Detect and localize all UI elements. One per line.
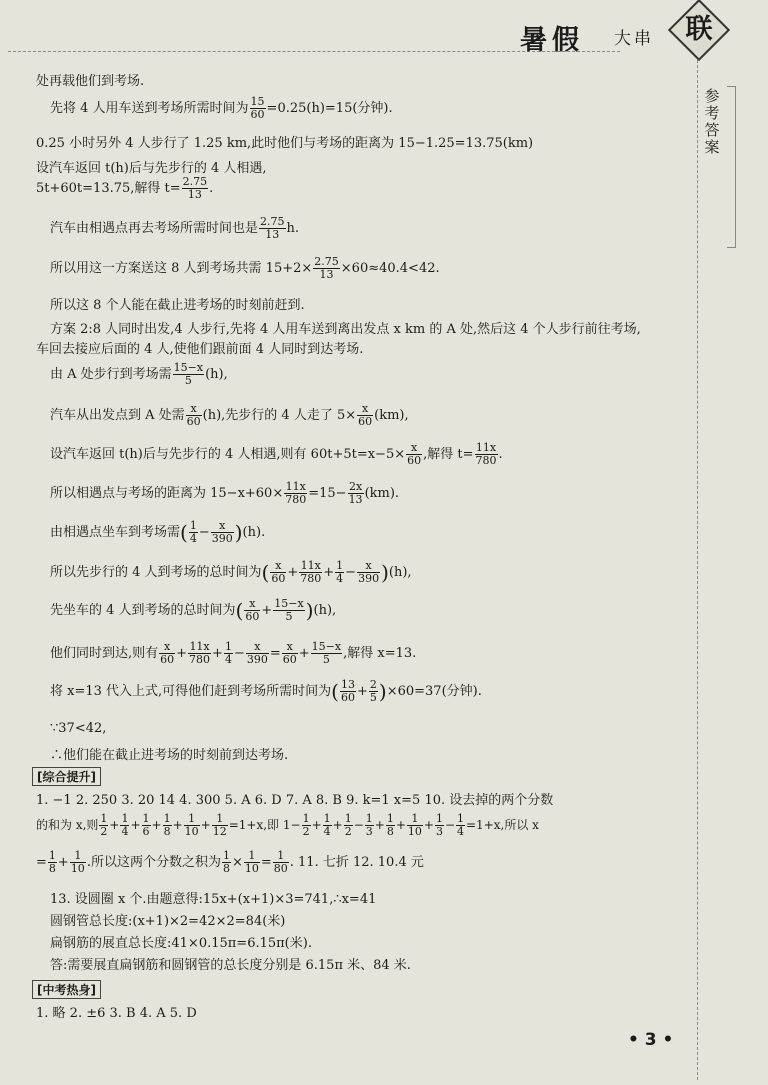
text-line: 所以相遇点与考场的距离为 15−x+60× $\frac{11x}{780}$ =15− $\frac{2x}{13}$ (km). [50, 480, 400, 506]
text-line: 答:需要展直扁钢筋和圆钢管的总长度分别是 6.15π 米、84 米. [50, 958, 411, 973]
text-line: 汽车由相遇点再去考场所需时间也是 $\frac{2.75}{13}$ h. [50, 215, 300, 241]
text-line: 汽车从出发点到 A 处需 $\frac{x}{60}$ (h),先步行的 4 人走了 5× $\frac{x}{60}$ (km), [50, 402, 409, 428]
text-line: 先将 4 人用车送到考场所需时间为 $\frac{15}{60}$ =0.25(h)=15(分钟). [50, 95, 393, 121]
text-line: ∴他们能在截止进考场的时刻前到达考场. [50, 748, 289, 763]
side-label: 参考答案 [704, 87, 720, 156]
text-line: = $\frac{1}{8}$ + $\frac{1}{10}$ .所以这两个分数之积为 $\frac{1}{8}$ × $\frac{1}{10}$ = $\frac{1}{80}$ . 11. 七折 12. 10.4 元 [36, 849, 424, 875]
text-line: ∵37<42, [50, 721, 107, 736]
text-line: 由相遇点坐车到考场需( $\frac{1}{4}$ − $\frac{x}{390}$ )(h). [50, 519, 266, 545]
page-number: • 3 • [628, 1030, 674, 1050]
brand-char: 联 [685, 14, 713, 45]
side-bracket [727, 86, 736, 248]
text-line: 所以用这一方案送这 8 人到考场共需 15+2× $\frac{2.75}{13}$ ×60≈40.4<42. [50, 255, 440, 281]
text-line: 车回去接应后面的 4 人,使他们跟前面 4 人同时到达考场. [36, 342, 364, 357]
text-line: 处再载他们到考场. [36, 74, 145, 89]
text-line: 方案 2:8 人同时出发,4 人步行,先将 4 人用车送到离出发点 x km 的 A 处,然后这 4 个人步行前往考场, [50, 322, 641, 337]
section-heading: [综合提升] [32, 767, 101, 786]
text-line: 圆钢管总长度:(x+1)×2=42×2=84(米) [50, 914, 286, 929]
text-line: 1. −1 2. 250 3. 20 14 4. 300 5. A 6. D 7. A 8. B 9. k=1 x=5 10. 设去掉的两个分数 [36, 793, 554, 808]
text-line: 的和为 x,则 $\frac{1}{2}$ + $\frac{1}{4}$ + $\frac{1}{6}$ + $\frac{1}{8}$ + $\frac{1}{10}$ + $\frac{1}{12}$ =1+x,即 1− $\frac{1}{2}$ + $\frac{1}{4}$ + $\frac{1}{2}$ − $\frac{1}{3}$ + $\frac{1}{8}$ + $\frac{1}{10}$ + $\frac{1}{3}$ − $\frac{1}{4}$ =1+x,所以 x [36, 812, 539, 838]
text-line: 他们同时到达,则有 $\frac{x}{60}$ + $\frac{11x}{780}$ + $\frac{1}{4}$ − $\frac{x}{390}$ = $\frac{x}{60}$ + $\frac{15-x}{5}$ ,解得 x=13. [50, 640, 417, 666]
text-line: 由 A 处步行到考场需 $\frac{15-x}{5}$ (h), [50, 361, 228, 387]
section-heading: [中考热身] [32, 980, 101, 999]
text-line: 13. 设圆圈 x 个.由题意得:15x+(x+1)×3=741,∴x=41 [50, 892, 377, 907]
text-line: 5t+60t=13.75,解得 t= $\frac{2.75}{13}$ . [36, 175, 214, 201]
text-line: 0.25 小时另外 4 人步行了 1.25 km,此时他们与考场的距离为 15−1.25=13.75(km) [36, 136, 534, 151]
side-divider [697, 60, 698, 1080]
page-header [0, 0, 768, 62]
text-line: 设汽车返回 t(h)后与先步行的 4 人相遇,则有 60t+5t=x−5× $\frac{x}{60}$ ,解得 t= $\frac{11x}{780}$ . [50, 441, 503, 467]
brand-subtitle: 大串 [614, 29, 654, 49]
text-line: 所以这 8 个人能在截止进考场的时刻前赶到. [50, 298, 305, 313]
text-line: 1. 略 2. ±6 3. B 4. A 5. D [36, 1006, 197, 1021]
text-line: 将 x=13 代入上式,可得他们赶到考场所需时间为( $\frac{13}{60}$ + $\frac{2}{5}$ )×60=37(分钟). [50, 678, 482, 704]
text-line: 扁钢筋的展直总长度:41×0.15π=6.15π(米). [50, 936, 312, 951]
text-line: 先坐车的 4 人到考场的总时间为( $\frac{x}{60}$ + $\frac{15-x}{5}$ )(h), [50, 597, 337, 623]
text-line: 所以先步行的 4 人到考场的总时间为( $\frac{x}{60}$ + $\frac{11x}{780}$ + $\frac{1}{4}$ − $\frac{x}{390}$ )(h), [50, 559, 412, 585]
brand-title: 暑假 [520, 25, 584, 56]
text-line: 设汽车返回 t(h)后与先步行的 4 人相遇, [36, 161, 267, 176]
